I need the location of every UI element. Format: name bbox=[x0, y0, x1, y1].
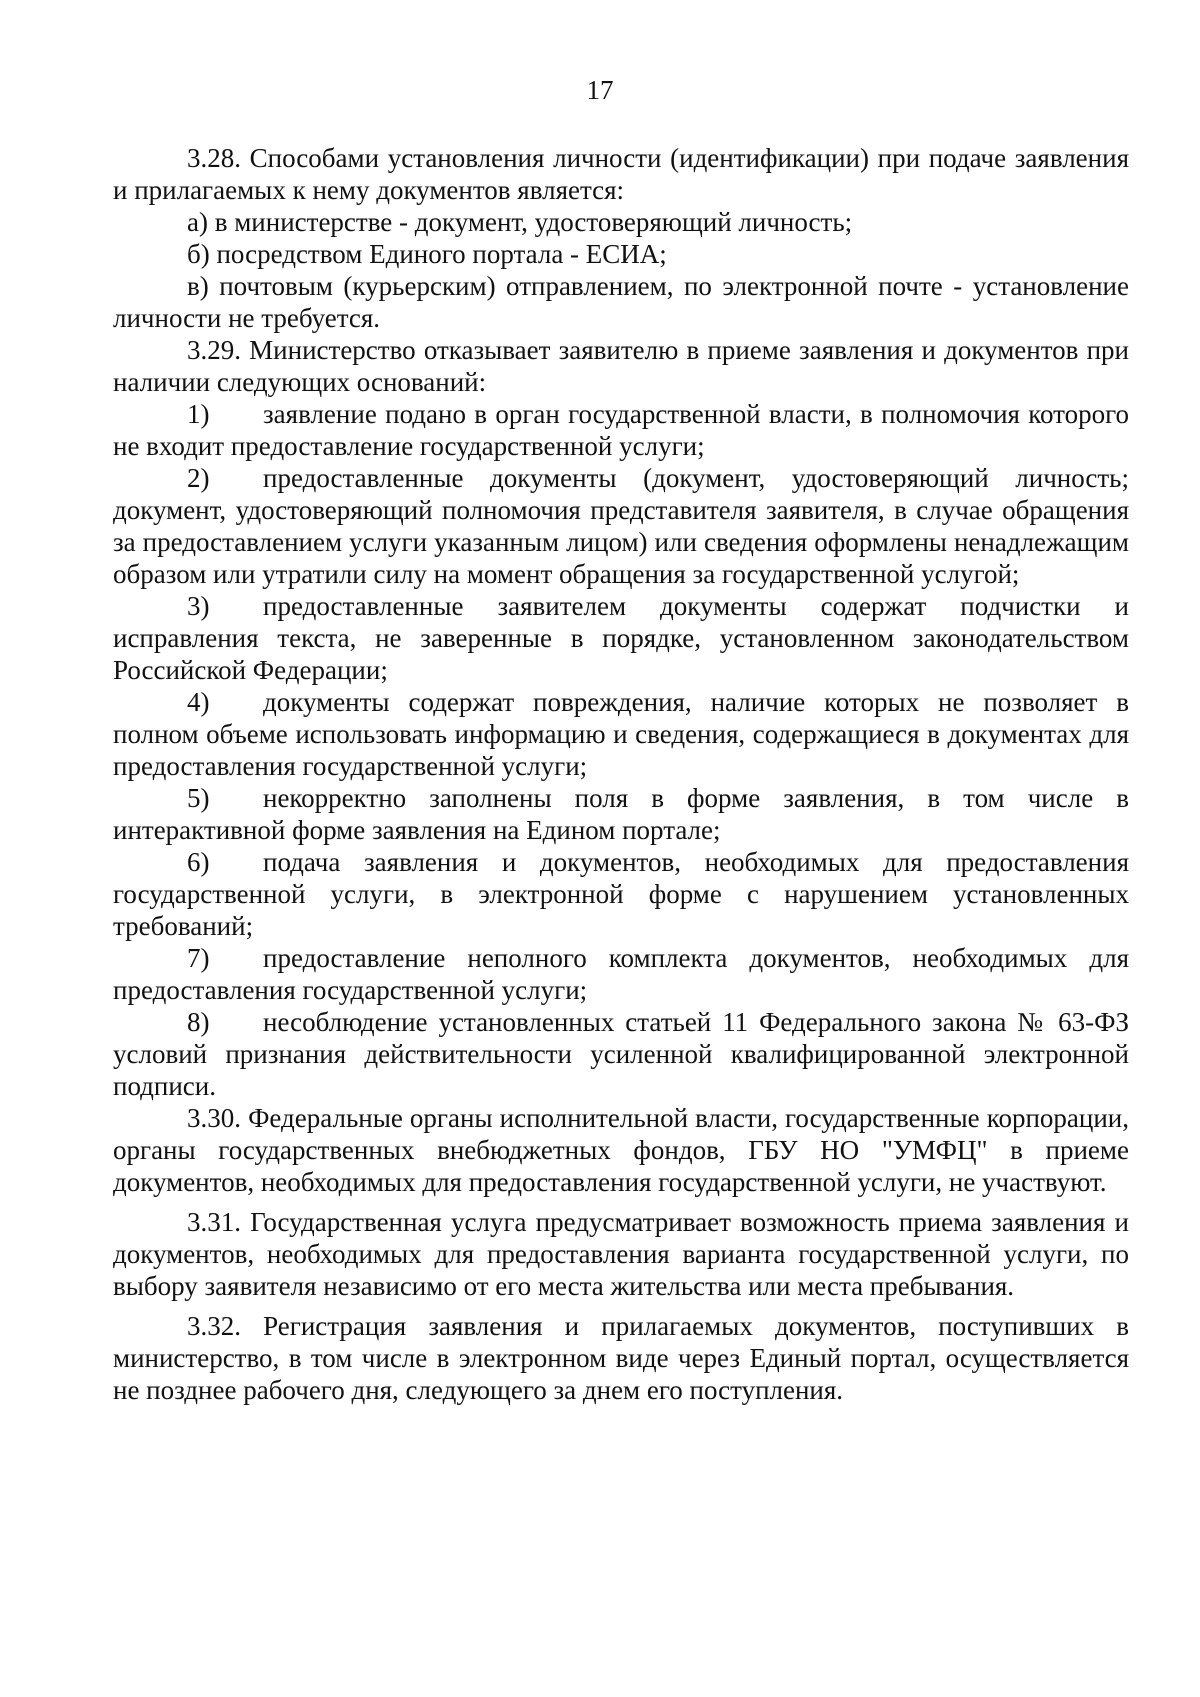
paragraph-text: 3.29. Министерство отказывает заявителю в приеме заявления и документов при наличии следующих оснований: bbox=[113, 335, 1129, 397]
list-item-number: 1) bbox=[187, 399, 210, 429]
list-item-text: несоблюдение установленных статьей 11 Федерального закона № 63-ФЗ условий признания действительности усиленной квалифицированной электронной подписи. bbox=[113, 1007, 1129, 1101]
paragraph-3-31 bbox=[113, 1206, 1129, 1302]
list-item-6 bbox=[113, 846, 1129, 942]
list-item-text: некорректно заполнены поля в форме заявления, в том числе в интерактивной форме заявления на Едином портале; bbox=[113, 783, 1129, 845]
list-item-5 bbox=[113, 782, 1129, 846]
list-item-number: 5) bbox=[187, 783, 210, 813]
paragraph-text: 3.32. Регистрация заявления и прилагаемых документов, поступивших в министерство, в том числе в электронном виде через Единый портал, осуществляется не позднее рабочего дня, следующего за днем его поступления. bbox=[113, 1311, 1129, 1405]
list-item-text: заявление подано в орган государственной власти, в полномочия которого не входит предоставление государственной услуги; bbox=[113, 399, 1129, 461]
paragraph-3-28 bbox=[113, 142, 1129, 206]
list-item-number: 3) bbox=[187, 591, 210, 621]
list-item-1 bbox=[113, 398, 1129, 462]
list-item-number: 4) bbox=[187, 687, 210, 717]
paragraph-3-28-a bbox=[113, 206, 1129, 238]
paragraph-text: 3.30. Федеральные органы исполнительной власти, государственные корпорации, органы государственных внебюджетных фондов, ГБУ НО "УМФЦ" в приеме документов, необходимых для предоставления государственной услуги, не участвуют. bbox=[113, 1103, 1129, 1197]
page-number: 17 bbox=[586, 75, 614, 105]
paragraph-3-29 bbox=[113, 334, 1129, 398]
paragraph-text: б) посредством Единого портала - ЕСИА; bbox=[187, 239, 667, 269]
paragraph-text: 3.31. Государственная услуга предусматривает возможность приема заявления и документов, необходимых для предоставления варианта государственной услуги, по выбору заявителя независимо от его места жительства или места пребывания. bbox=[113, 1207, 1129, 1301]
list-item-text: документы содержат повреждения, наличие которых не позволяет в полном объеме использовать информацию и сведения, содержащиеся в документах для предоставления государственной услуги; bbox=[113, 687, 1129, 781]
paragraph-text: а) в министерстве - документ, удостоверяющий личность; bbox=[187, 207, 853, 237]
paragraph-text: в) почтовым (курьерским) отправлением, по электронной почте - установление личности не требуется. bbox=[113, 271, 1129, 333]
list-item-number: 2) bbox=[187, 463, 210, 493]
list-item-3 bbox=[113, 590, 1129, 686]
paragraph-3-28-b bbox=[113, 238, 1129, 270]
paragraph-3-30 bbox=[113, 1102, 1129, 1198]
list-item-2 bbox=[113, 462, 1129, 590]
paragraph-text: 3.28. Способами установления личности (идентификации) при подаче заявления и прилагаемых к нему документов является: bbox=[113, 143, 1129, 205]
list-item-text: предоставление неполного комплекта документов, необходимых для предоставления государственной услуги; bbox=[113, 943, 1129, 1005]
list-item-number: 8) bbox=[187, 1007, 210, 1037]
list-item-text: предоставленные заявителем документы содержат подчистки и исправления текста, не заверенные в порядке, установленном законодательством Российской Федерации; bbox=[113, 591, 1129, 685]
list-item-7 bbox=[113, 942, 1129, 1006]
paragraph-3-28-v bbox=[113, 270, 1129, 334]
list-item-text: подача заявления и документов, необходимых для предоставления государственной услуги, в электронной форме с нарушением установленных требований; bbox=[113, 847, 1129, 941]
document-body bbox=[113, 142, 1129, 1406]
list-item-4 bbox=[113, 686, 1129, 782]
list-item-number: 7) bbox=[187, 943, 210, 973]
list-item-text: предоставленные документы (документ, удостоверяющий личность; документ, удостоверяющий полномочия представителя заявителя, в случае обращения за предоставлением услуги указанным лицом) или сведения оформлены ненадлежащим образом или утратили силу на момент обращения за государственной услугой; bbox=[113, 463, 1129, 589]
list-item-8 bbox=[113, 1006, 1129, 1102]
list-item-number: 6) bbox=[187, 847, 210, 877]
paragraph-3-32 bbox=[113, 1310, 1129, 1406]
